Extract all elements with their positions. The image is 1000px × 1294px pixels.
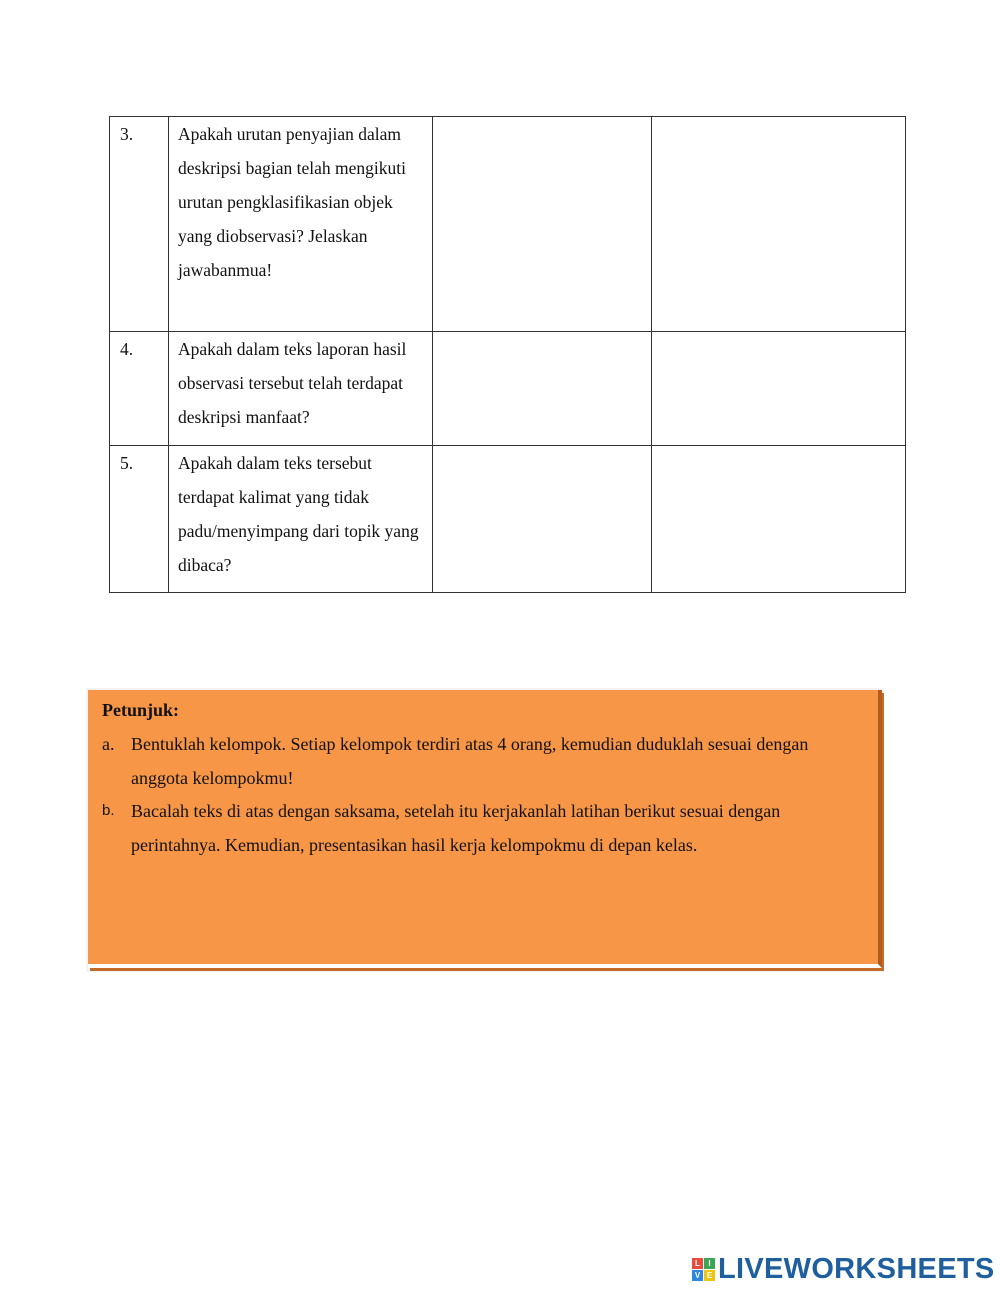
row-number: 5. bbox=[110, 446, 169, 593]
question-text: Apakah urutan penyajian dalam deskripsi bagian telah mengikuti urutan pengklasifikasian objek yang diobservasi? Jelaskan jawabanmua! bbox=[178, 124, 406, 280]
logo-tile: V bbox=[692, 1270, 703, 1281]
table-row bbox=[110, 117, 906, 332]
row-number: 3. bbox=[110, 117, 169, 332]
comment-cell[interactable] bbox=[652, 446, 906, 593]
list-marker: a. bbox=[102, 734, 115, 754]
question-cell bbox=[169, 332, 433, 446]
logo-text: LIVEWORKSHEETS bbox=[718, 1252, 995, 1285]
question-cell bbox=[169, 446, 433, 593]
table-row bbox=[110, 446, 906, 593]
instruction-item bbox=[102, 794, 862, 862]
answer-cell[interactable] bbox=[433, 446, 652, 593]
answer-cell[interactable] bbox=[433, 117, 652, 332]
instruction-text: Bacalah teks di atas dengan saksama, setelah itu kerjakanlah latihan berikut sesuai dengan perintahnya. Kemudian, presentasikan hasil kerja kelompokmu di depan kelas. bbox=[131, 801, 781, 855]
list-marker: b. bbox=[102, 802, 115, 819]
logo-tile: I bbox=[704, 1258, 715, 1269]
instruction-item bbox=[102, 727, 862, 795]
question-text: Apakah dalam teks laporan hasil observasi tersebut telah terdapat deskripsi manfaat? bbox=[178, 339, 407, 427]
instruction-box bbox=[88, 690, 882, 968]
answer-cell[interactable] bbox=[433, 332, 652, 446]
table-row bbox=[110, 332, 906, 446]
liveworksheets-logo bbox=[692, 1254, 995, 1284]
comment-cell[interactable] bbox=[652, 332, 906, 446]
row-number: 4. bbox=[110, 332, 169, 446]
logo-tile: E bbox=[704, 1270, 715, 1281]
instruction-text: Bentuklah kelompok. Setiap kelompok terdiri atas 4 orang, kemudian duduklah sesuai dengan anggota kelompokmu! bbox=[131, 734, 809, 788]
logo-tile: L bbox=[692, 1258, 703, 1269]
instruction-title: Petunjuk: bbox=[102, 700, 180, 720]
question-table bbox=[109, 116, 906, 593]
question-text: Apakah dalam teks tersebut terdapat kalimat yang tidak padu/menyimpang dari topik yang dibaca? bbox=[178, 453, 419, 575]
question-cell bbox=[169, 117, 433, 332]
logo-mark-icon bbox=[692, 1258, 715, 1281]
comment-cell[interactable] bbox=[652, 117, 906, 332]
